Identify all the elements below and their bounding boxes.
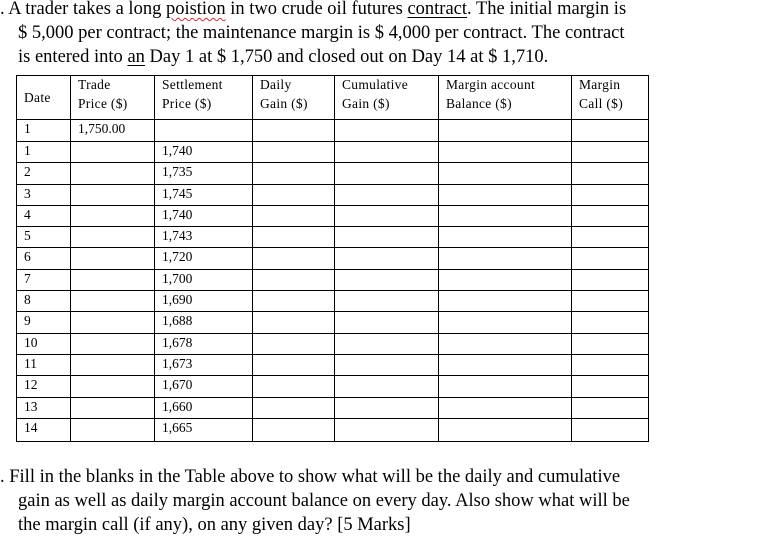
cell-date: 13: [17, 397, 71, 418]
table-row: [17, 205, 649, 226]
cell-cumulative-gain: [335, 376, 439, 397]
cell-trade-price: [71, 291, 155, 312]
table-row: [17, 291, 649, 312]
header-cumulative-gain: Cumulative Gain ($): [335, 76, 439, 120]
cell-margin-call: [572, 397, 649, 418]
cell-margin-balance: [439, 376, 572, 397]
cell-cumulative-gain: [335, 354, 439, 375]
intro-bullet: .: [0, 0, 9, 19]
cell-margin-balance: [439, 142, 572, 163]
cell-trade-price: [71, 418, 155, 441]
cell-margin-call: [572, 184, 649, 205]
cell-settlement-price: 1,678: [155, 333, 253, 354]
cell-margin-call: [572, 376, 649, 397]
cell-trade-price: [71, 163, 155, 184]
cell-trade-price: [71, 269, 155, 290]
cell-date: 10: [17, 333, 71, 354]
table-row: [17, 376, 649, 397]
cell-margin-balance: [439, 227, 572, 248]
cell-trade-price: [71, 376, 155, 397]
header-margin-balance: Margin account Balance ($): [439, 76, 572, 120]
header-margin-call: Margin Call ($): [572, 76, 649, 120]
cell-trade-price: [71, 227, 155, 248]
cell-settlement-price: 1,660: [155, 397, 253, 418]
cell-settlement-price: 1,690: [155, 291, 253, 312]
table-row: [17, 163, 649, 184]
cell-margin-balance: [439, 120, 572, 142]
cell-date: 11: [17, 354, 71, 375]
table-row: [17, 354, 649, 375]
header-daily-gain: Daily Gain ($): [253, 76, 335, 120]
cell-cumulative-gain: [335, 120, 439, 142]
intro-line-2: $ 5,000 per contract; the maintenance margin is $ 4,000 per contract. The contract: [18, 23, 625, 43]
cell-settlement-price: 1,688: [155, 312, 253, 333]
table-row: [17, 333, 649, 354]
cell-margin-call: [572, 354, 649, 375]
cell-margin-call: [572, 163, 649, 184]
table-row: [17, 184, 649, 205]
task-text-1: Fill in the blanks in the Table above to show what will be the daily and cumulative: [9, 467, 621, 487]
cell-margin-balance: [439, 354, 572, 375]
cell-cumulative-gain: [335, 269, 439, 290]
cell-cumulative-gain: [335, 248, 439, 269]
cell-cumulative-gain: [335, 227, 439, 248]
task-line-3: the margin call (if any), on any given day? [5 Marks]: [18, 515, 411, 535]
intro-text-1b: in two crude oil futures: [225, 0, 408, 19]
cell-margin-call: [572, 269, 649, 290]
cell-cumulative-gain: [335, 163, 439, 184]
intro-text-3b: Day 1 at $ 1,750 and closed out on Day 14 at $ 1,710.: [144, 47, 549, 67]
table-row: [17, 269, 649, 290]
cell-margin-balance: [439, 291, 572, 312]
cell-settlement-price: 1,740: [155, 142, 253, 163]
grammar-word-an: an: [127, 47, 145, 67]
cell-margin-call: [572, 120, 649, 142]
cell-cumulative-gain: [335, 418, 439, 441]
cell-date: 3: [17, 184, 71, 205]
cell-date: 14: [17, 418, 71, 441]
cell-margin-call: [572, 418, 649, 441]
cell-daily-gain: [253, 227, 335, 248]
cell-trade-price: [71, 184, 155, 205]
cell-date: 8: [17, 291, 71, 312]
task-line-1: [0, 465, 630, 489]
cell-cumulative-gain: [335, 184, 439, 205]
cell-daily-gain: [253, 354, 335, 375]
cell-daily-gain: [253, 333, 335, 354]
cell-daily-gain: [253, 120, 335, 142]
cell-margin-balance: [439, 205, 572, 226]
cell-date: 2: [17, 163, 71, 184]
table-row: [17, 142, 649, 163]
cell-settlement-price: 1,673: [155, 354, 253, 375]
cell-settlement-price: 1,720: [155, 248, 253, 269]
cell-margin-balance: [439, 184, 572, 205]
cell-date: 1: [17, 120, 71, 142]
cell-settlement-price: 1,745: [155, 184, 253, 205]
cell-date: 4: [17, 205, 71, 226]
cell-trade-price: [71, 354, 155, 375]
cell-date: 7: [17, 269, 71, 290]
table-row: [17, 120, 649, 142]
cell-cumulative-gain: [335, 142, 439, 163]
cell-daily-gain: [253, 397, 335, 418]
cell-trade-price: 1,750.00: [71, 120, 155, 142]
cell-margin-call: [572, 248, 649, 269]
cell-trade-price: [71, 142, 155, 163]
header-date: Date: [17, 76, 71, 120]
cell-settlement-price: 1,670: [155, 376, 253, 397]
cell-margin-call: [572, 205, 649, 226]
task-line-2: gain as well as daily margin account balance on every day. Also show what will be: [18, 491, 630, 511]
cell-margin-balance: [439, 312, 572, 333]
cell-settlement-price: 1,740: [155, 205, 253, 226]
cell-date: 1: [17, 142, 71, 163]
cell-cumulative-gain: [335, 312, 439, 333]
cell-cumulative-gain: [335, 291, 439, 312]
table-row: [17, 248, 649, 269]
grammar-word-contract: contract: [407, 0, 468, 19]
table-row: [17, 397, 649, 418]
task-bullet: .: [0, 467, 10, 487]
cell-daily-gain: [253, 312, 335, 333]
cell-trade-price: [71, 312, 155, 333]
cell-date: 5: [17, 227, 71, 248]
cell-settlement-price: 1,735: [155, 163, 253, 184]
intro-line-3: [0, 45, 626, 69]
cell-margin-balance: [439, 333, 572, 354]
question-task: [0, 465, 630, 537]
intro-text-1a: A trader takes a long: [8, 0, 166, 19]
cell-settlement-price: 1,665: [155, 418, 253, 441]
cell-daily-gain: [253, 269, 335, 290]
cell-daily-gain: [253, 205, 335, 226]
cell-margin-call: [572, 291, 649, 312]
cell-daily-gain: [253, 163, 335, 184]
cell-daily-gain: [253, 291, 335, 312]
cell-daily-gain: [253, 418, 335, 441]
cell-margin-balance: [439, 269, 572, 290]
spellcheck-word-poistion: poistion: [165, 0, 226, 19]
margin-account-table: [16, 75, 649, 442]
cell-daily-gain: [253, 142, 335, 163]
cell-date: 9: [17, 312, 71, 333]
cell-trade-price: [71, 397, 155, 418]
intro-text-3a: is entered into: [18, 47, 128, 67]
cell-margin-balance: [439, 418, 572, 441]
cell-cumulative-gain: [335, 205, 439, 226]
table-row: [17, 312, 649, 333]
table-row: [17, 227, 649, 248]
question-intro: [0, 0, 626, 69]
cell-trade-price: [71, 333, 155, 354]
cell-daily-gain: [253, 376, 335, 397]
table-header-row: [17, 76, 649, 120]
cell-date: 12: [17, 376, 71, 397]
cell-trade-price: [71, 205, 155, 226]
header-settlement-price: Settlement Price ($): [155, 76, 253, 120]
intro-line-1: [0, 0, 626, 21]
cell-daily-gain: [253, 184, 335, 205]
table-row: [17, 418, 649, 441]
cell-margin-balance: [439, 163, 572, 184]
cell-daily-gain: [253, 248, 335, 269]
table-body: [17, 120, 649, 442]
cell-settlement-price: [155, 120, 253, 142]
cell-settlement-price: 1,700: [155, 269, 253, 290]
cell-margin-call: [572, 142, 649, 163]
cell-margin-balance: [439, 397, 572, 418]
cell-margin-call: [572, 333, 649, 354]
intro-text-1c: . The initial margin is: [467, 0, 627, 19]
cell-margin-balance: [439, 248, 572, 269]
cell-settlement-price: 1,743: [155, 227, 253, 248]
cell-cumulative-gain: [335, 333, 439, 354]
header-trade-price: Trade Price ($): [71, 76, 155, 120]
cell-date: 6: [17, 248, 71, 269]
cell-trade-price: [71, 248, 155, 269]
cell-margin-call: [572, 227, 649, 248]
cell-cumulative-gain: [335, 397, 439, 418]
cell-margin-call: [572, 312, 649, 333]
